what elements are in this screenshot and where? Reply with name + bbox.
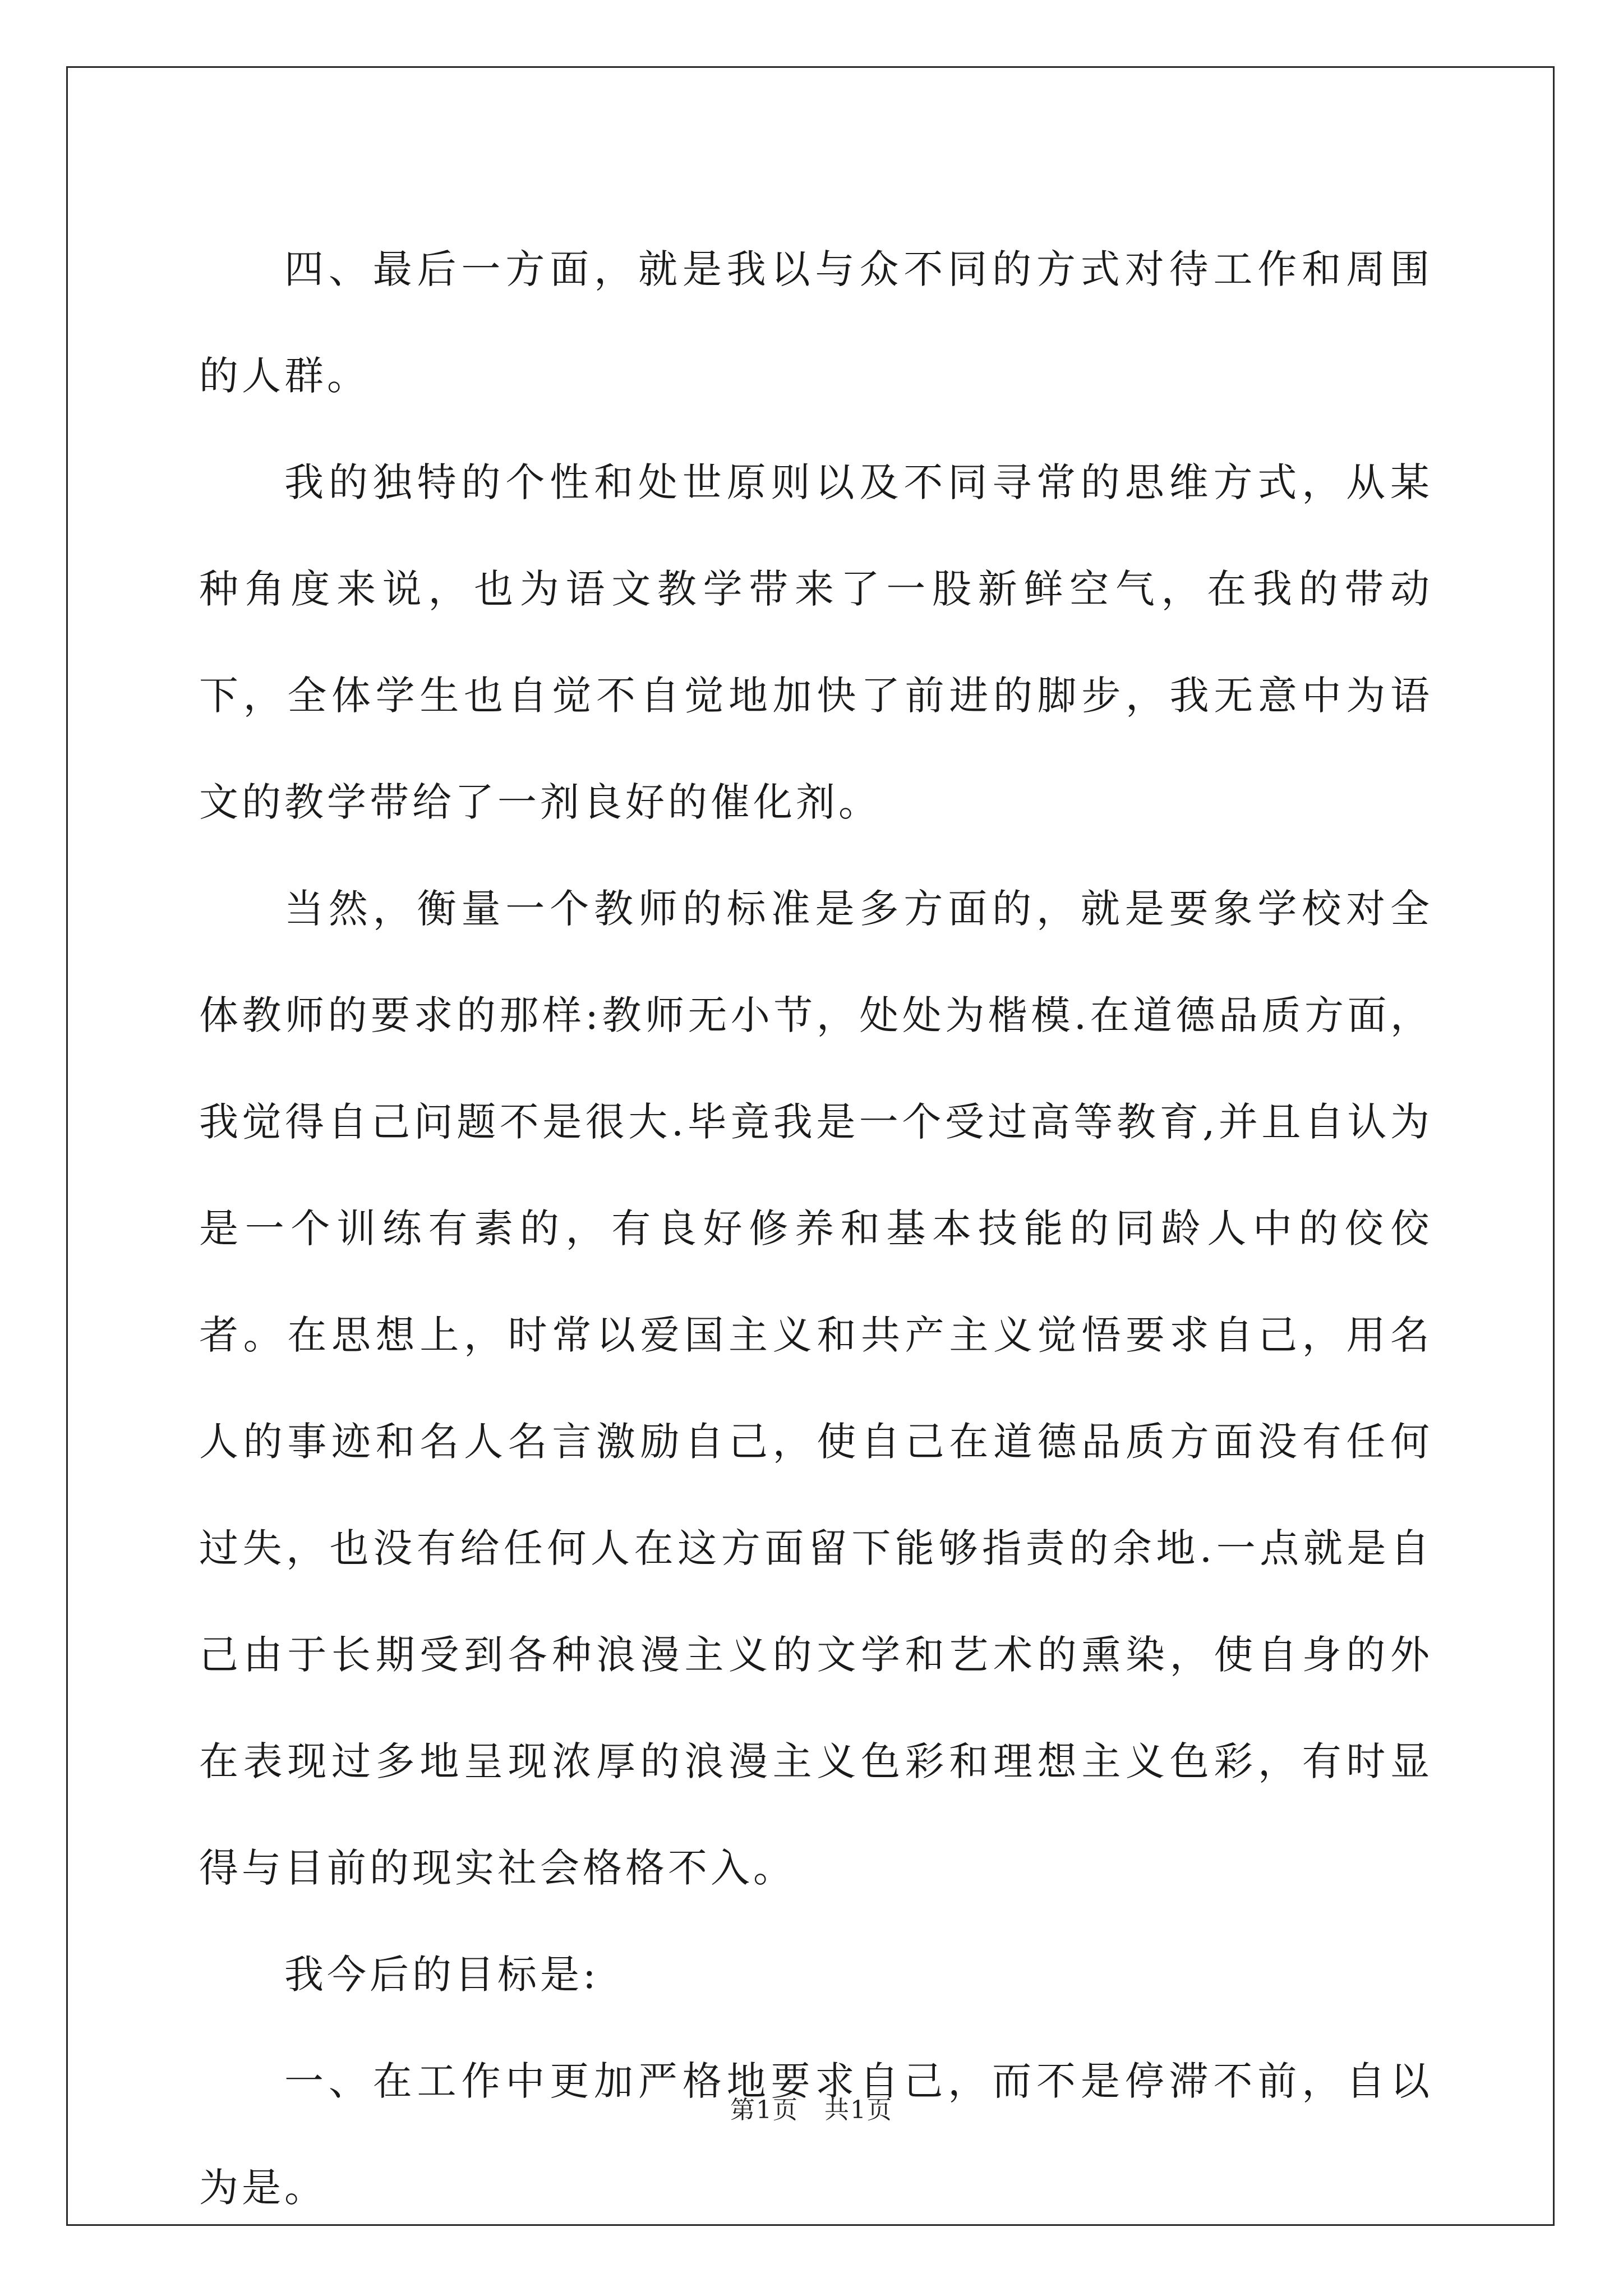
paragraph-4: 我今后的目标是:	[284, 1952, 600, 1998]
paragraph-3: 当然，衡量一个教师的标准是多方面的，就是要象学校对全体教师的要求的那样:教师无小节，处处为楷模.在道德品质方面，我觉得自己问题不是很大.毕竟我是一个受过高等教育,并且自认为是一个训练有素的，有良好修养和基本技能的同龄人中的佼佼者。在思想上，时常以爱国主义和共产主义觉悟要求自己，用名人的事迹和名人名言激励自己，使自己在道德品质方面没有任何过失，也没有给任何人在这方面留下能够指责的余地.一点就是自己由于长期受到各种浪漫主义的文学和艺术的熏染，使自身的外在表现过多地呈现浓厚的浪漫主义色彩和理想主义色彩，有时显得与目前的现实社会格格不入。	[199, 886, 1433, 1891]
document-body	[199, 216, 1433, 2241]
page-number-footer: 第1页 共1页	[730, 2096, 893, 2124]
paragraph-2: 我的独特的个性和处世原则以及不同寻常的思维方式，从某种角度来说，也为语文教学带来了一股新鲜空气，在我的带动下，全体学生也自觉不自觉地加快了前进的脚步，我无意中为语文的教学带给了一剂良好的催化剂。	[199, 459, 1433, 825]
paragraph-5: 一、在工作中更加严格地要求自己，而不是停滞不前，自以为是。	[199, 2058, 1433, 2211]
paragraph-1: 四、最后一方面，就是我以与众不同的方式对待工作和周围的人群。	[199, 246, 1433, 399]
